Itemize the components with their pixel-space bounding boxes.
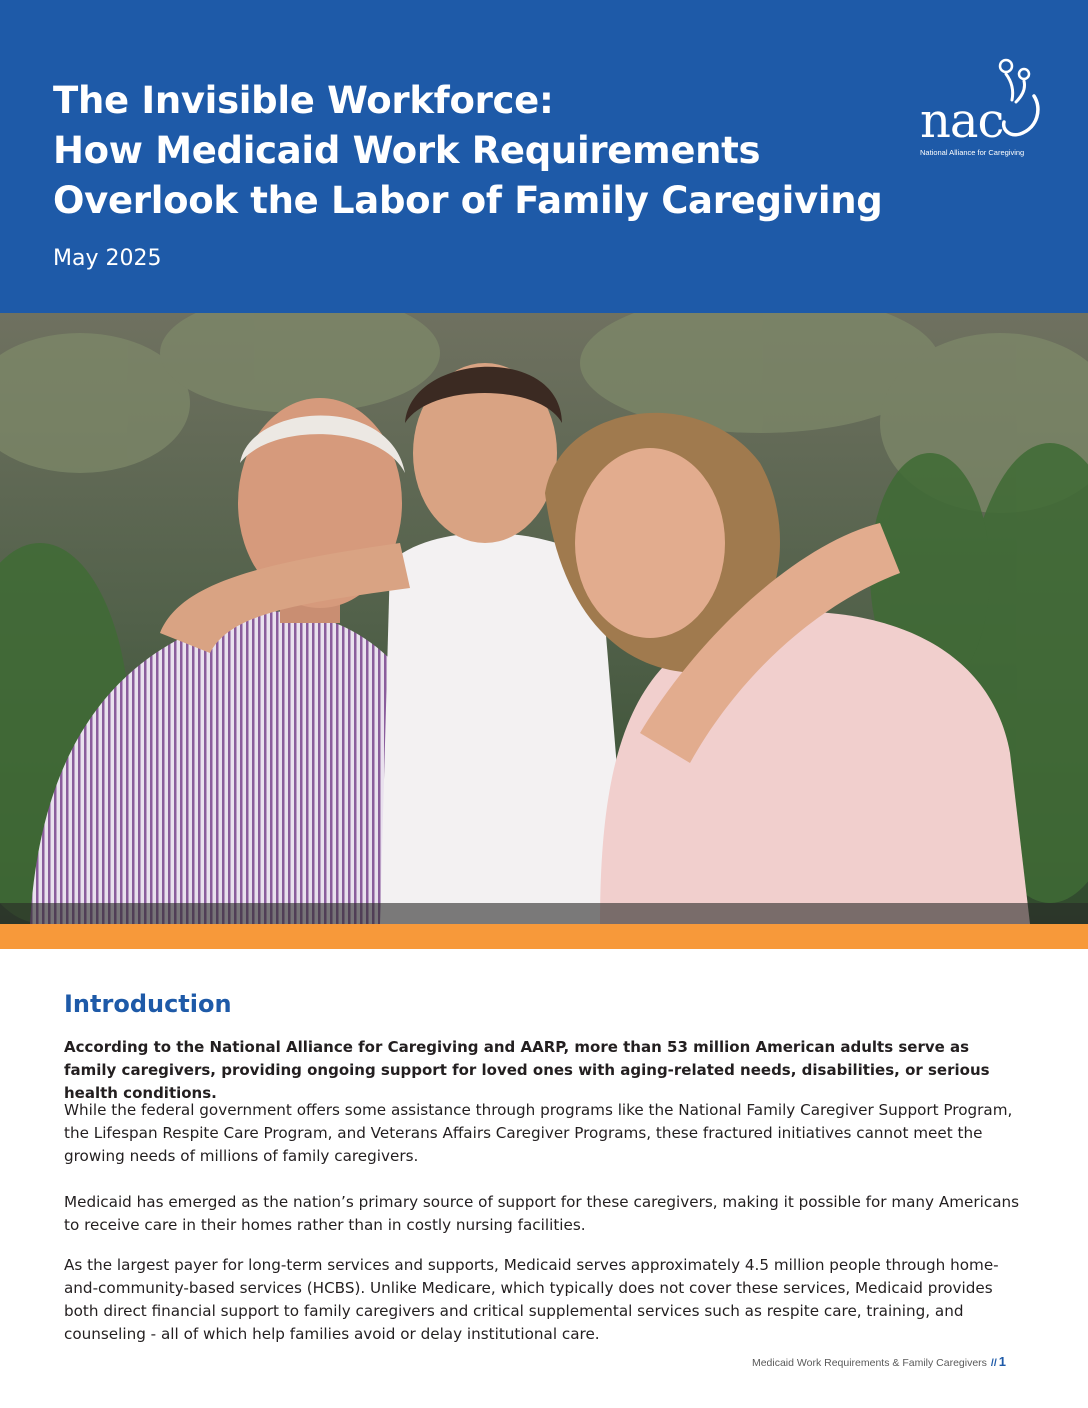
intro-paragraph-3: As the largest payer for long-term services and supports, Medicaid serves approximately 4.5 million people through home-and-community-based services (HCBS). Unlike Medicare, which typically does not cover these services, Medicaid provides both direct financial support to family caregivers and critical supplemental services such as respite care, training, and counseling - all of which help families avoid or delay institutional care.: [64, 1256, 999, 1343]
accent-divider: [0, 924, 1088, 949]
nac-logo: [912, 56, 1042, 162]
section-heading-introduction: Introduction: [64, 990, 232, 1018]
footer-separator: //: [990, 1357, 997, 1369]
title-line-3: Overlook the Labor of Family Caregiving: [53, 179, 883, 222]
logo-org-name: National Alliance for Caregiving: [920, 148, 1025, 157]
document-title: [53, 76, 882, 226]
footer-running-title: Medicaid Work Requirements & Family Caregivers: [751, 1357, 987, 1369]
publication-date: May 2025: [53, 246, 162, 271]
family-photo: [0, 313, 1088, 924]
title-line-1: The Invisible Workforce:: [53, 79, 554, 122]
intro-paragraph-1: While the federal government offers some assistance through programs like the National Family Caregiver Support Program, the Lifespan Respite Care Program, and Veterans Affairs Caregiver Programs, these fractured initiatives cannot meet the growing needs of millions of family caregivers.: [64, 1101, 1013, 1165]
page-number: 1: [998, 1354, 1006, 1369]
intro-paragraph-2: Medicaid has emerged as the nation’s primary source of support for these caregivers, making it possible for many Americans to receive care in their homes rather than in costly nursing facilities.: [64, 1193, 1020, 1234]
header-band: [0, 0, 1088, 313]
page-footer: [752, 1354, 1006, 1371]
logo-wordmark: nac: [920, 93, 1004, 149]
intro-lead-paragraph: According to the National Alliance for Caregiving and AARP, more than 53 million American adults serve as family caregivers, providing ongoing support for loved ones with aging-related needs, disabilities, or serious health conditions.: [64, 1038, 990, 1102]
title-line-2: How Medicaid Work Requirements: [53, 129, 761, 172]
